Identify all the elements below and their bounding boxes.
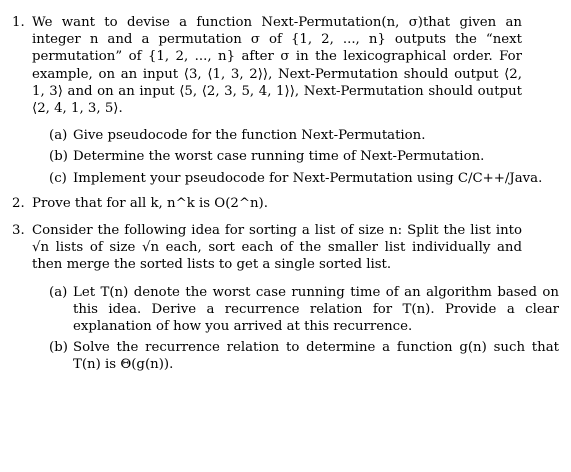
problem-1-part-b <box>49 148 559 165</box>
problem-text: Prove that for all k, n^k is O(2^n). <box>32 195 268 211</box>
part-label: (b) <box>49 340 68 356</box>
problem-1 <box>12 14 559 117</box>
problem-1-part-a <box>49 127 559 144</box>
problem-3-part-a <box>49 284 559 336</box>
part-label: (c) <box>49 170 67 186</box>
problem-text: We want to devise a function Next-Permutation(n, σ)that given an integer n and a permutation σ of {1, 2, ..., n} outputs the “next permutation” of {1, 2, ..., n} after σ in the lexicographical order. For example, on an input ⟨3, ⟨1, 3, 2⟩⟩, Next-Permutation should output ⟨2, 1, 3⟩ and on an input ⟨5, ⟨2, 3, 5, 4, 1⟩⟩, Next-Permutation should output ⟨2, 4, 1, 3, 5⟩. <box>32 15 522 117</box>
problem-number: 1. <box>12 15 25 30</box>
part-text: Let T(n) denote the worst case running time of an algorithm based on this idea. Derive a recurrence relation for T(n). Provide a clear explanation of how you arrived at this recurrence. <box>73 284 559 335</box>
problem-3 <box>12 222 559 274</box>
part-label: (a) <box>49 128 68 144</box>
part-label: (b) <box>49 149 68 165</box>
part-text: Implement your pseudocode for Next-Permutation using C/C++/Java. <box>73 170 543 186</box>
problem-3-parts <box>49 284 559 374</box>
problem-1-parts <box>49 127 559 187</box>
part-text: Give pseudocode for the function Next-Permutation. <box>73 128 426 144</box>
problem-2 <box>12 195 559 212</box>
problem-number: 3. <box>12 223 25 239</box>
problem-1-part-c <box>49 170 559 187</box>
problem-number: 2. <box>12 195 25 211</box>
problem-3-part-b <box>49 339 559 373</box>
problem-text: Consider the following idea for sorting a list of size n: Split the list into √n lists of size √n each, sort each of the smaller list individually and then merge the sorted lists to get a single sorted list. <box>32 223 522 273</box>
part-text: Solve the recurrence relation to determine a function g(n) such that T(n) is Θ(g(n)). <box>73 340 559 373</box>
part-text: Determine the worst case running time of Next-Permutation. <box>73 149 485 165</box>
part-label: (a) <box>49 284 68 300</box>
